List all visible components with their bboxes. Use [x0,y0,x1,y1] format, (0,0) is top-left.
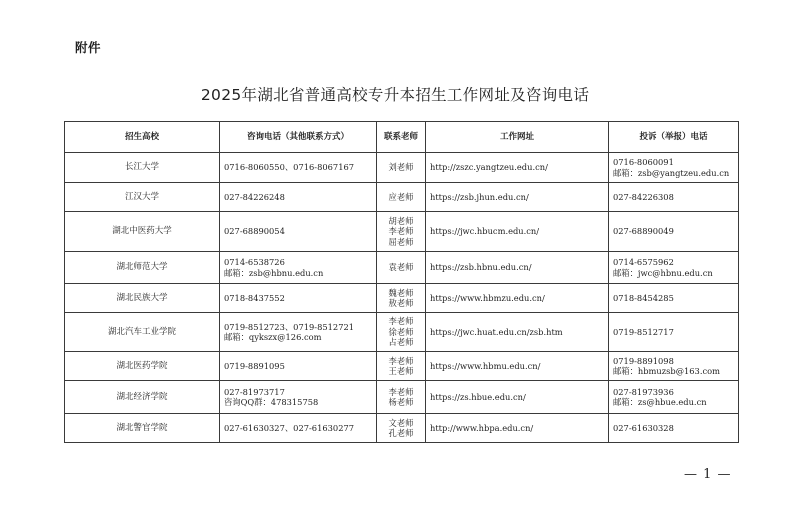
page-number: — 1 — [684,467,732,482]
website-link[interactable]: https://zs.hbue.edu.cn/ [426,381,609,414]
phone-email: 邮箱：zsb@hbnu.edu.cn [224,267,324,278]
website-link[interactable]: https://jwc.hbucm.edu.cn/ [426,212,609,252]
table-row [65,212,739,252]
complaint-contact [609,252,739,284]
teacher-name: 应老师 [388,191,414,202]
website-link[interactable]: http://zszc.yangtzeu.edu.cn/ [426,153,609,183]
complaint-email: 邮箱：zs@hbue.edu.cn [613,397,707,407]
teacher-name: 李老师 [388,226,414,237]
contact-teacher [377,212,426,252]
table-header-row [65,122,739,153]
website-link[interactable]: https://zsb.hbnu.edu.cn/ [426,252,609,284]
consult-phone [220,252,377,284]
teacher-name: 李老师 [388,316,414,327]
school-name: 湖北经济学院 [65,381,220,414]
teacher-name: 屈老师 [388,236,414,247]
teacher-name: 文老师 [388,417,414,428]
website-link[interactable]: http://www.hbpa.edu.cn/ [426,414,609,443]
consult-phone [220,313,377,352]
contact-teacher [377,352,426,381]
teacher-name: 魏老师 [388,287,414,298]
table-row [65,313,739,352]
phone-line: 0716-8060550、0716-8067167 [224,162,355,173]
teacher-name: 徐老师 [388,326,414,337]
table-row [65,183,739,212]
consult-phone [220,284,377,313]
complaint-line: 027-61630328 [613,422,674,433]
column-header-website: 工作网址 [426,122,609,153]
phone-line: 027-81973717 [224,386,285,397]
complaint-contact [609,352,739,381]
teacher-name: 敖老师 [388,298,414,308]
school-name: 湖北民族大学 [65,284,220,313]
phone-line: 027-61630327、027-61630277 [224,422,355,433]
column-header-phone: 咨询电话（其他联系方式） [220,122,377,153]
column-header-school: 招生高校 [65,122,220,153]
teacher-name: 李老师 [388,386,414,397]
teacher-name: 刘老师 [388,162,414,173]
complaint-contact [609,153,739,183]
attachment-label: 附件 [75,40,102,55]
teacher-name: 孔老师 [388,428,414,438]
teacher-name: 王老师 [388,366,414,376]
consult-phone [220,352,377,381]
school-name: 湖北汽车工业学院 [65,313,220,352]
complaint-contact [609,212,739,252]
complaint-line: 0716-8060091 [613,157,674,168]
phone-line: 0719-8512723、0719-8512721 [224,321,355,332]
teacher-name: 占老师 [388,337,414,348]
complaint-line: 0714-6575962 [613,257,674,268]
phone-line: 027-84226248 [224,191,285,202]
table-row [65,252,739,284]
complaint-line: 0719-8512717 [613,326,674,337]
document-title: 2025年湖北省普通高校专升本招生工作网址及咨询电话 [200,86,590,104]
school-name: 湖北警官学院 [65,414,220,443]
column-header-complaint: 投诉（举报）电话 [609,122,739,153]
phone-line: 0714-6538726 [224,257,285,268]
complaint-line: 027-84226308 [613,191,674,202]
contact-teacher [377,381,426,414]
contact-teacher [377,153,426,183]
phone-qq-group: 咨询QQ群：478315758 [224,397,319,407]
school-name: 湖北医药学院 [65,352,220,381]
school-name: 长江大学 [65,153,220,183]
consult-phone [220,212,377,252]
contact-teacher [377,313,426,352]
consult-phone [220,153,377,183]
phone-line: 0719-8891095 [224,360,285,371]
website-link[interactable]: https://jwc.huat.edu.cn/zsb.htm [426,313,609,352]
complaint-email: 邮箱：hbmuzsb@163.com [613,366,720,376]
teacher-name: 李老师 [388,355,414,366]
column-header-teacher: 联系老师 [377,122,426,153]
table-row [65,153,739,183]
website-link[interactable]: https://www.hbmzu.edu.cn/ [426,284,609,313]
consult-phone [220,183,377,212]
website-link[interactable]: https://zsb.jhun.edu.cn/ [426,183,609,212]
teacher-name: 袁老师 [388,262,414,273]
complaint-line: 027-68890049 [613,226,674,237]
school-name: 湖北中医药大学 [65,212,220,252]
admissions-contact-table [64,121,739,443]
teacher-name: 胡老师 [388,215,414,226]
complaint-email: 邮箱：jwc@hbnu.edu.cn [613,267,713,278]
contact-teacher [377,183,426,212]
phone-line: 0718-8437552 [224,292,285,303]
table-row [65,284,739,313]
phone-email: 邮箱：qykszx@126.com [224,332,322,342]
table-row [65,381,739,414]
contact-teacher [377,284,426,313]
complaint-email: 邮箱：zsb@yangtzeu.edu.cn [613,167,730,178]
phone-line: 027-68890054 [224,226,285,237]
complaint-line: 0719-8891098 [613,355,674,366]
complaint-contact [609,183,739,212]
contact-teacher [377,414,426,443]
complaint-line: 0718-8454285 [613,292,674,303]
table-row [65,414,739,443]
contact-teacher [377,252,426,284]
complaint-contact [609,414,739,443]
website-link[interactable]: https://www.hbmu.edu.cn/ [426,352,609,381]
school-name: 江汉大学 [65,183,220,212]
complaint-line: 027-81973936 [613,386,674,397]
table-row [65,352,739,381]
complaint-contact [609,284,739,313]
complaint-contact [609,313,739,352]
consult-phone [220,381,377,414]
teacher-name: 杨老师 [388,397,414,407]
complaint-contact [609,381,739,414]
consult-phone [220,414,377,443]
school-name: 湖北师范大学 [65,252,220,284]
